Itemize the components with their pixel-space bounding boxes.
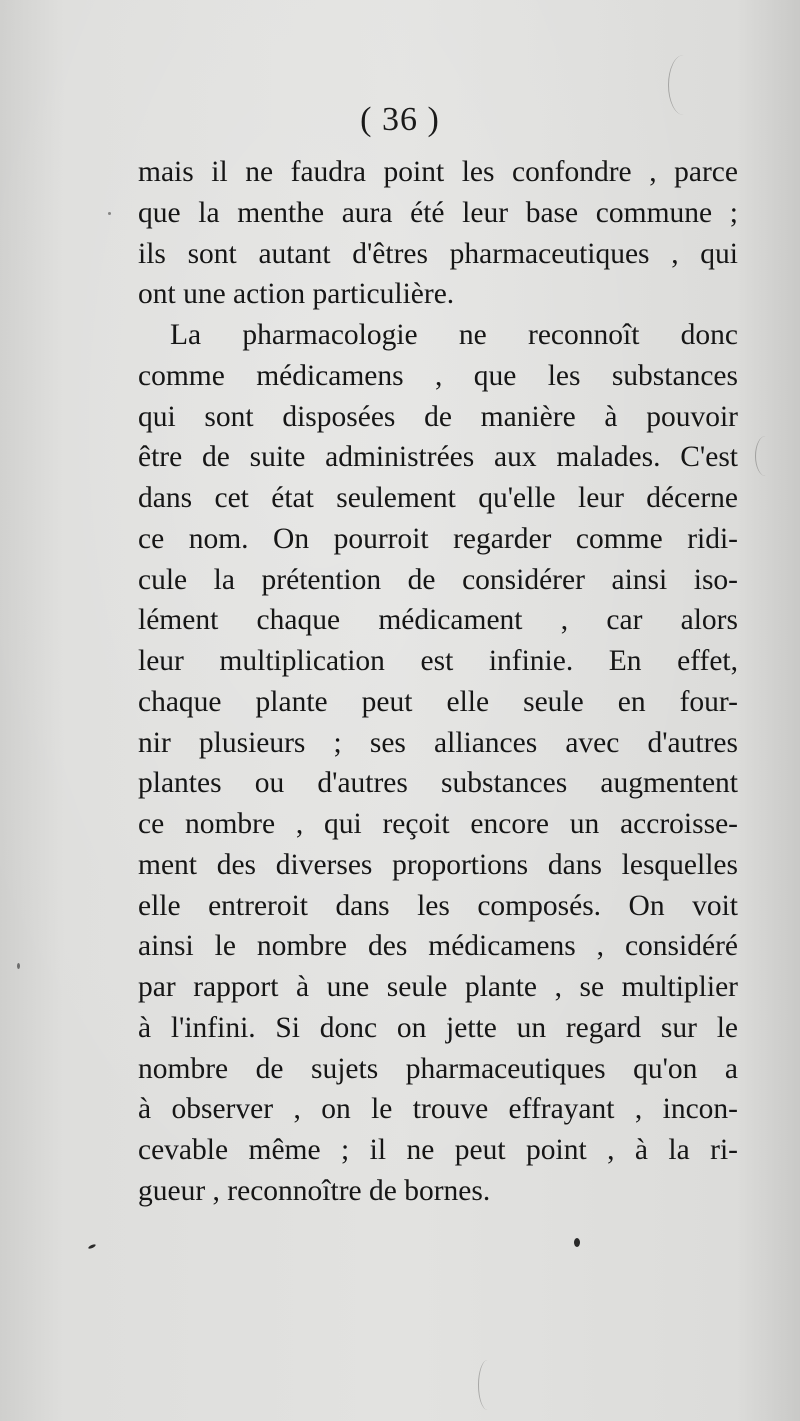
text-line: ainsi le nombre des médicamens , considéré [138,930,738,963]
text-line: nombre de sujets pharmaceutiques qu'on a [138,1052,738,1085]
text-line: mais il ne faudra point les confondre , parce [138,156,738,188]
text-line: cevable même ; il ne peut point , à la ri- [138,1134,738,1166]
paper-mark [668,55,699,115]
text-line: à observer , on le trouve effrayant , incon- [138,1093,738,1126]
text-line: nir plusieurs ; ses alliances avec d'autres [138,726,738,759]
paragraph-first-line: La pharmacologie ne reconnoît donc [170,319,738,351]
text-line: ce nom. On pourroit regarder comme ridi- [138,522,738,555]
paper-mark [478,1360,497,1410]
text-line: chaque plante peut elle seule en four- [138,685,738,718]
text-line: plantes ou d'autres substances augmentent [138,767,738,800]
text-line: leur multiplication est infinie. En effet, [138,645,738,677]
ink-speck [17,963,20,969]
text-line: lément chaque médicament , car alors [138,604,738,637]
text-line: à l'infini. Si donc on jette un regard sur le [138,1011,738,1044]
text-line: gueur , reconnoître de bornes. [138,1174,491,1207]
text-line: ont une action particulière. [138,278,455,311]
ink-speck [88,1243,97,1249]
text-line: être de suite administrées aux malades. C'est [138,441,738,474]
text-line: par rapport à une seule plante , se multiplier [138,971,738,1003]
text-line: dans cet état seulement qu'elle leur décerne [138,482,738,514]
body-text [138,152,738,1212]
ink-speck [108,212,111,215]
text-line: ils sont autant d'êtres pharmaceutiques , qui [138,237,738,270]
ink-speck [574,1238,580,1247]
text-line: comme médicamens , que les substances [138,359,738,392]
text-line: ce nombre , qui reçoit encore un accroisse- [138,808,738,840]
text-line: ment des diverses proportions dans lesquelles [138,848,738,881]
paper-mark [755,436,776,476]
text-line: cule la prétention de considérer ainsi iso- [138,563,738,596]
page-number: ( 36 ) [360,101,440,138]
text-line: qui sont disposées de manière à pouvoir [138,400,738,433]
text-line: elle entreroit dans les composés. On voit [138,889,738,922]
text-line: que la menthe aura été leur base commune ; [138,196,738,229]
